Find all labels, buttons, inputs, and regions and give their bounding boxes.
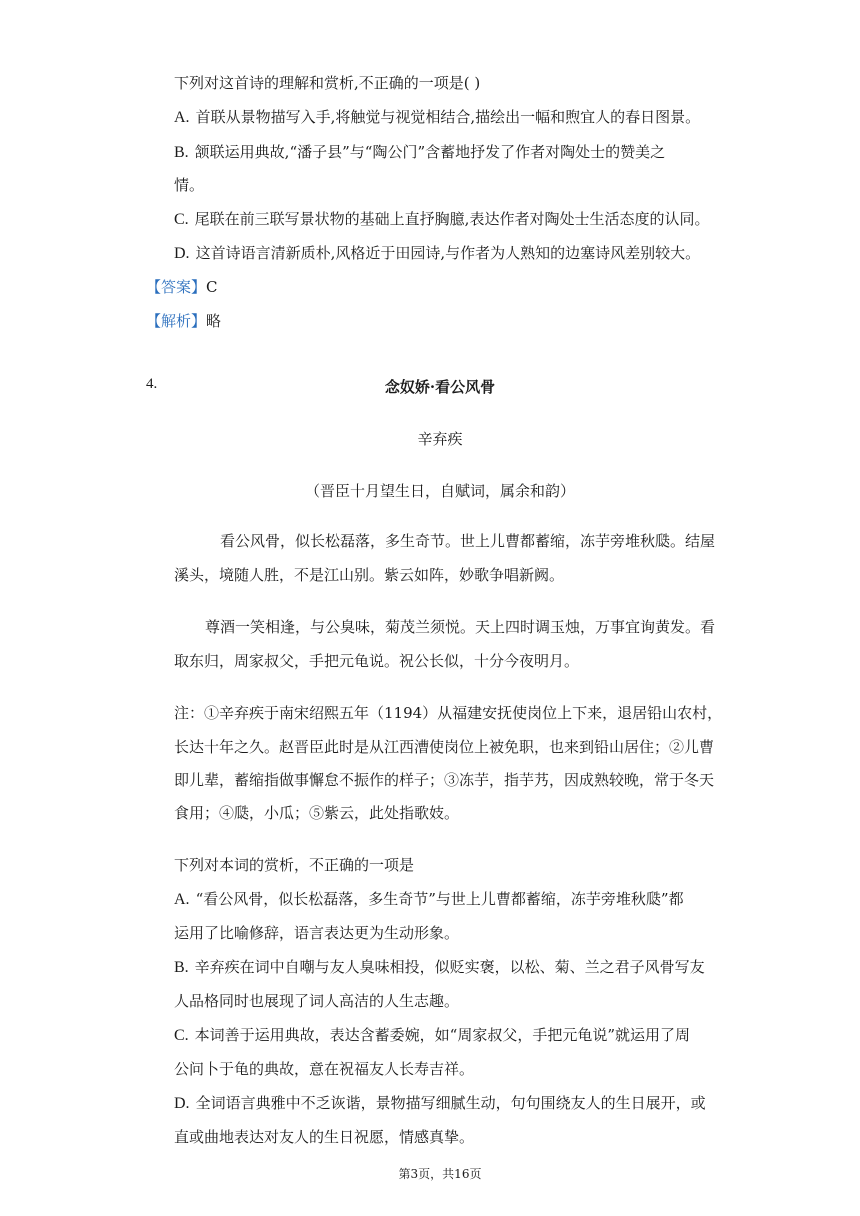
poem-preface: （晋臣十月望生日，自赋词，属余和韵） [304, 482, 575, 500]
analysis-tag: 【解析】 [146, 312, 207, 330]
q3-answer [146, 276, 218, 297]
option-text: 颔联运用典故,“潘子县”与“陶公门”含蓄地抒发了作者对陶处士的赞美之 [194, 143, 666, 161]
option-letter: A. [174, 109, 190, 126]
q4-option-c [174, 1024, 690, 1045]
option-text: 这首诗语言清新质朴,风格近于田园诗,与作者为人熟知的边塞诗风差别较大。 [195, 244, 701, 262]
analysis-value: 略 [206, 312, 222, 330]
q3-option-b [174, 141, 665, 162]
poem-author: 辛弃疾 [417, 430, 463, 448]
q4-number: 4. [146, 376, 158, 392]
page-footer: 第3页，共16页 [398, 1167, 482, 1181]
q3-option-d [174, 242, 700, 263]
note-line4: 食用；④瓞，小瓜；⑤紫云，此处指歌妓。 [174, 804, 460, 822]
q4-option-a-cont: 运用了比喻修辞，语言表达更为生动形象。 [174, 924, 460, 942]
q4-option-b [174, 956, 705, 977]
poem-para2-line1: 尊酒一笑相逢，与公臭味，菊茂兰须悦。天上四时调玉烛，万事宜询黄发。看 [205, 618, 716, 636]
q3-option-b-cont: 情。 [174, 176, 205, 194]
option-letter: B. [174, 959, 189, 976]
q4-option-a [174, 888, 684, 909]
option-text: 尾联在前三联写景状物的基础上直抒胸臆,表达作者对陶处士生活态度的认同。 [194, 210, 710, 228]
poem-title: 念奴娇·看公风骨 [384, 378, 496, 396]
poem-para1-line1: 看公风骨，似长松磊落，多生奇节。世上儿曹都蓄缩，冻芋旁堆秋瓞。结屋 [220, 532, 716, 550]
poem-para1-line2: 溪头，境随人胜，不是江山别。紫云如阵，妙歌争唱新阙。 [174, 566, 565, 584]
option-text: “看公风骨，似长松磊落，多生奇节”与世上儿曹都蓄缩，冻芋旁堆秋瓞”都 [195, 890, 684, 908]
q4-option-d [174, 1092, 706, 1113]
q4-option-b-cont: 人品格同时也展现了词人高洁的人生志趣。 [174, 992, 460, 1010]
option-letter: D. [174, 245, 190, 262]
option-letter: A. [174, 891, 190, 908]
option-letter: C. [174, 1027, 189, 1044]
note-line2: 长达十年之久。赵晋臣此时是从江西漕使岗位上被免职，也来到铅山居住；②儿曹 [174, 738, 715, 756]
option-letter: B. [174, 144, 189, 161]
option-text: 辛弃疾在词中自嘲与友人臭味相投，似贬实褒，以松、菊、兰之君子风骨写友 [194, 958, 705, 976]
option-text: 首联从景物描写入手,将触觉与视觉相结合,描绘出一幅和煦宜人的春日图景。 [195, 108, 701, 126]
poem-para2-line2: 取东归，周家叔父，手把元龟说。祝公长似，十分今夜明月。 [174, 652, 580, 670]
q3-option-a [174, 106, 700, 127]
answer-tag: 【答案】 [146, 278, 207, 296]
note-line3: 即儿辈，蓄缩指做事懈怠不振作的样子；③冻芋，指芋艿，因成熟较晚，常于冬天 [174, 771, 715, 789]
q3-option-c [174, 208, 709, 229]
option-text: 本词善于运用典故，表达含蓄委婉，如“周家叔父，手把元龟说”就运用了周 [194, 1026, 691, 1044]
note-line1: 注：①辛弃疾于南宋绍熙五年（1194）从福建安抚使岗位上下来，退居铅山农村， [174, 704, 723, 722]
q4-question: 下列对本词的赏析，不正确的一项是 [174, 856, 415, 874]
q4-option-d-cont: 直或曲地表达对友人的生日祝愿，情感真挚。 [174, 1128, 475, 1146]
option-text: 全词语言典雅中不乏诙谐，景物描写细腻生动，句句围绕友人的生日展开，或 [195, 1094, 706, 1112]
q4-option-c-cont: 公问卜于龟的典故，意在祝福友人长寿吉祥。 [174, 1060, 475, 1078]
q3-analysis [146, 310, 221, 331]
option-letter: C. [174, 211, 189, 228]
answer-value: C [206, 278, 218, 296]
option-letter: D. [174, 1095, 190, 1112]
q3-question: 下列对这首诗的理解和赏析,不正确的一项是( ) [174, 74, 481, 92]
